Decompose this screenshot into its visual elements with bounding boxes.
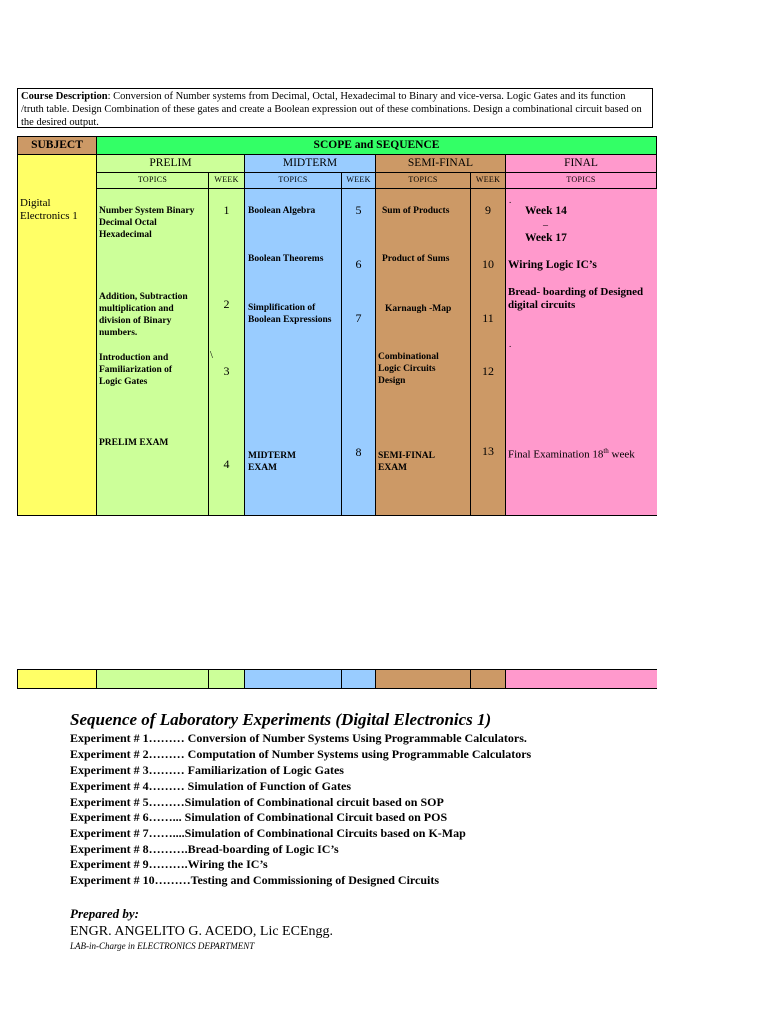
semifinal-week-column [470, 188, 506, 516]
prelim-topic-3: Introduction and Familiarization of Logic Gates [99, 353, 173, 387]
midterm-week-column [341, 188, 376, 516]
midterm-week-1: 5 [355, 203, 362, 217]
prepared-by-role: LAB-in-Charge in ELECTRONICS DEPARTMENT [70, 941, 255, 951]
final-dot-2: . [509, 339, 512, 349]
semifinal-week-header: WEEK [470, 172, 506, 189]
prelim-week-header: WEEK [208, 172, 245, 189]
experiment-9: Experiment # 9……….Wiring the IC’s [70, 857, 268, 871]
final-topics-header: TOPICS [505, 172, 657, 189]
prelim-mark: \ [210, 350, 213, 361]
experiment-8: Experiment # 8……….Bread-boarding of Logic IC’s [70, 842, 339, 856]
prelim-week-1: 1 [223, 203, 230, 217]
prepared-by-label: Prepared by: [70, 906, 139, 921]
prelim-week-3: 3 [223, 364, 230, 378]
subject-column [17, 154, 97, 516]
experiment-6: Experiment # 6……... Simulation of Combinational Circuit based on POS [70, 810, 448, 824]
term-midterm: MIDTERM [244, 154, 376, 173]
semifinal-topic-2: Product of Sums [382, 254, 450, 264]
strip-subject [17, 669, 97, 689]
final-breadboarding: Bread- boarding of Designed digital circuits [508, 286, 644, 311]
semifinal-topic-5: SEMI-FINAL EXAM [378, 451, 435, 473]
semifinal-topic-1: Sum of Products [382, 206, 450, 216]
midterm-week-4: 8 [355, 445, 362, 459]
prelim-week-2: 2 [223, 297, 230, 311]
final-dash: – [543, 220, 548, 231]
strip-prelim-topics [96, 669, 209, 689]
term-final: FINAL [505, 154, 657, 173]
experiment-5: Experiment # 5………Simulation of Combinational circuit based on SOP [70, 795, 444, 809]
strip-midterm-week [341, 669, 376, 689]
semifinal-week-4: 12 [482, 364, 494, 378]
semifinal-topic-4: Combinational Logic Circuits Design [378, 352, 439, 386]
course-description [17, 88, 653, 128]
experiment-3: Experiment # 3……… Familiarization of Logic Gates [70, 763, 344, 777]
semifinal-topic-3: Karnaugh -Map [385, 304, 452, 314]
prelim-topic-4: PRELIM EXAM [99, 438, 169, 448]
midterm-week-3: 7 [355, 311, 362, 325]
term-semifinal: SEMI-FINAL [375, 154, 506, 173]
prelim-topics-header: TOPICS [96, 172, 209, 189]
term-prelim: PRELIM [96, 154, 245, 173]
prelim-week-4: 4 [223, 457, 230, 471]
midterm-topic-3: Simplification of Boolean Expressions [248, 303, 332, 325]
semifinal-week-5: 13 [482, 444, 494, 458]
semifinal-topics-header: TOPICS [375, 172, 471, 189]
experiment-1: Experiment # 1……… Conversion of Number Systems Using Programmable Calculators. [70, 731, 527, 745]
prepared-by-name: ENGR. ANGELITO G. ACEDO, Lic ECEngg. [70, 924, 333, 939]
subject-header: SUBJECT [17, 136, 97, 155]
midterm-topics-header: TOPICS [244, 172, 342, 189]
semifinal-week-1: 9 [485, 203, 491, 217]
strip-midterm-topics [244, 669, 342, 689]
final-week-17: Week 17 [525, 232, 567, 244]
semifinal-week-2: 10 [482, 257, 494, 271]
midterm-topic-2: Boolean Theorems [248, 254, 324, 264]
strip-semifinal-week [470, 669, 506, 689]
midterm-topic-1: Boolean Algebra [248, 206, 316, 216]
subject-name: Digital Electronics 1 [20, 197, 78, 222]
final-week-14: Week 14 [525, 205, 567, 217]
midterm-week-2: 6 [355, 257, 362, 271]
final-dot-1: . [509, 195, 512, 205]
semifinal-week-3: 11 [482, 311, 494, 325]
prelim-topic-1: Number System Binary Decimal Octal Hexadecimal [99, 206, 195, 240]
final-wiring: Wiring Logic IC’s [508, 259, 597, 271]
final-exam: Final Examination 18th week [508, 447, 635, 461]
midterm-week-header: WEEK [341, 172, 376, 189]
experiment-4: Experiment # 4……… Simulation of Function of Gates [70, 779, 351, 793]
experiment-7: Experiment # 7……....Simulation of Combinational Circuits based on K-Map [70, 826, 466, 840]
strip-semifinal-topics [375, 669, 471, 689]
lab-title: Sequence of Laboratory Experiments (Digital Electronics 1) [70, 710, 492, 729]
strip-prelim-week [208, 669, 245, 689]
course-description-label: Course Description [21, 91, 108, 102]
strip-final [505, 669, 657, 689]
experiment-10: Experiment # 10………Testing and Commissioning of Designed Circuits [70, 873, 440, 887]
prelim-topic-2: Addition, Subtraction multiplication and division of Binary numbers. [99, 292, 188, 338]
scope-header: SCOPE and SEQUENCE [96, 136, 657, 155]
course-description-text: : Conversion of Number systems from Decimal, Octal, Hexadecimal to Binary and vice-versa. Logic Gates and its function /truth table. Design Combination of these gates and create a Boolean expression out of these combinations. Design a combinational circuit based on the desired output. [21, 91, 642, 128]
midterm-topic-4: MIDTERM EXAM [248, 451, 297, 473]
experiment-2: Experiment # 2……… Computation of Number Systems using Programmable Calculators [70, 747, 532, 761]
